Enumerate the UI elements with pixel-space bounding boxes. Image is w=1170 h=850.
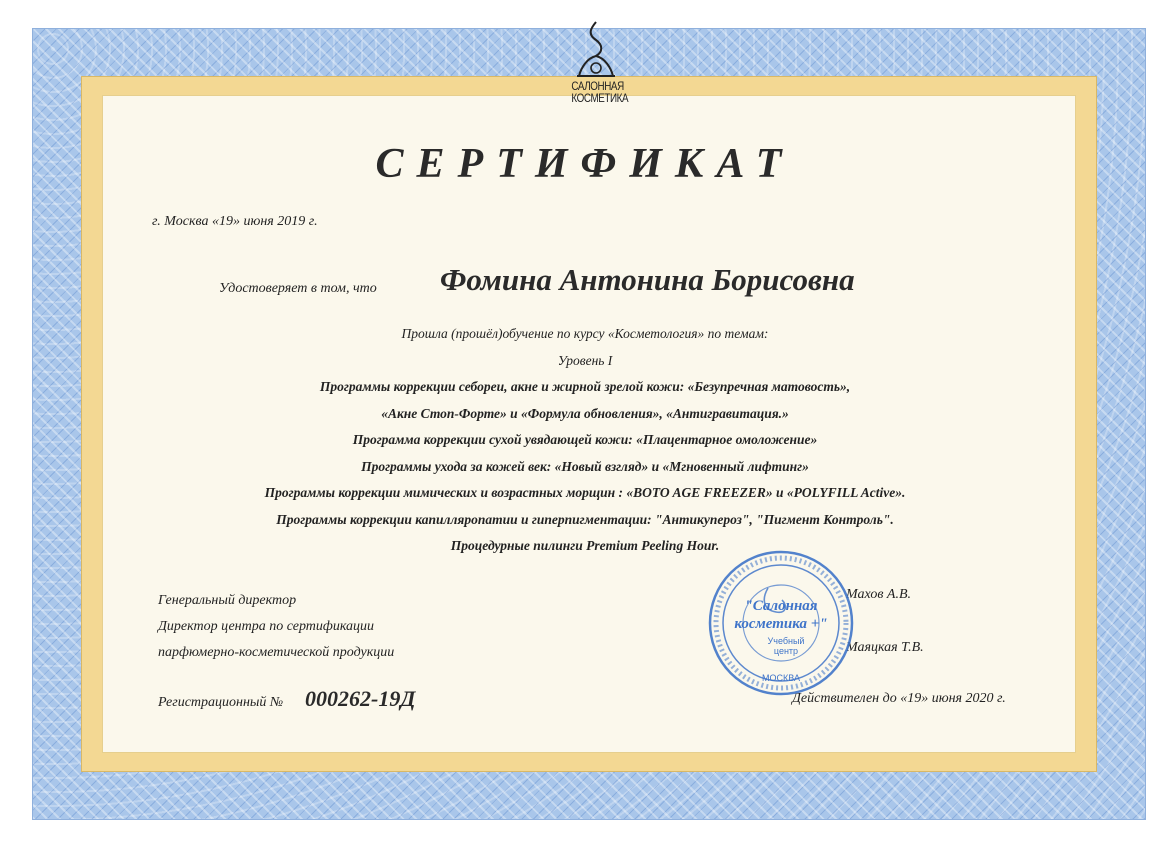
certifies-label: Удостоверяет в том, что xyxy=(219,281,377,296)
stamp-sub-2: центр xyxy=(773,646,799,656)
center-director-title-2: парфюмерно-косметической продукции xyxy=(158,645,395,660)
logo-emblem-icon xyxy=(573,18,619,80)
stamp-text-2: косметика +" xyxy=(734,616,828,632)
recipient-name: Фомина Антонина Борисовна xyxy=(440,262,855,297)
course-intro: Прошла (прошёл)обучение по курсу «Косметология» по темам: xyxy=(401,326,769,341)
program-line-4: Программы ухода за кожей век: «Новый взгляд» и «Мгновенный лифтинг» xyxy=(361,459,809,474)
logo-text-line1: САЛОННАЯ xyxy=(571,79,624,93)
stamp-text-1: "Салонная xyxy=(744,598,818,614)
stamp-sub-1: Учебный xyxy=(767,636,805,646)
program-line-3: Программа коррекции сухой увядающей кожи: «Плацентарное омоложение» xyxy=(352,432,818,447)
director-title: Генеральный директор xyxy=(158,593,297,608)
registration-label: Регистрационный № xyxy=(158,695,284,710)
program-line-5: Программы коррекции мимических и возрастных морщин : «BOTO AGE FREEZER» и «POLYFILL Active». xyxy=(264,485,906,500)
program-line-6: Программы коррекции капилляропатии и гиперпигментации: "Антикупероз", "Пигмент Контроль". xyxy=(276,512,894,527)
program-line-2: «Акне Стоп-Форте» и «Формула обновления», «Антигравитация.» xyxy=(381,406,789,421)
stamp-seal-icon xyxy=(706,548,856,698)
course-level: Уровень I xyxy=(557,353,613,368)
company-logo xyxy=(566,18,629,118)
certificate-title: СЕРТИФИКАТ xyxy=(375,141,795,187)
issue-date: г. Москва «19» июня 2019 г. xyxy=(152,214,318,229)
program-line-1: Программы коррекции себореи, акне и жирной зрелой кожи: «Безупречная матовость», xyxy=(319,379,851,394)
organization-stamp xyxy=(706,548,856,698)
center-director-name: Маяцкая Т.В. xyxy=(846,640,924,655)
stamp-city: МОСКВА xyxy=(762,673,800,683)
center-director-title-1: Директор центра по сертификации xyxy=(158,619,375,634)
registration-number: 000262-19Д xyxy=(305,686,416,711)
logo-text-line2: КОСМЕТИКА xyxy=(571,91,629,105)
director-name: Махов А.В. xyxy=(846,587,912,602)
valid-until: Действителен до «19» июня 2020 г. xyxy=(792,691,1006,706)
program-line-7: Процедурные пилинги Premium Peeling Hour. xyxy=(450,538,720,553)
